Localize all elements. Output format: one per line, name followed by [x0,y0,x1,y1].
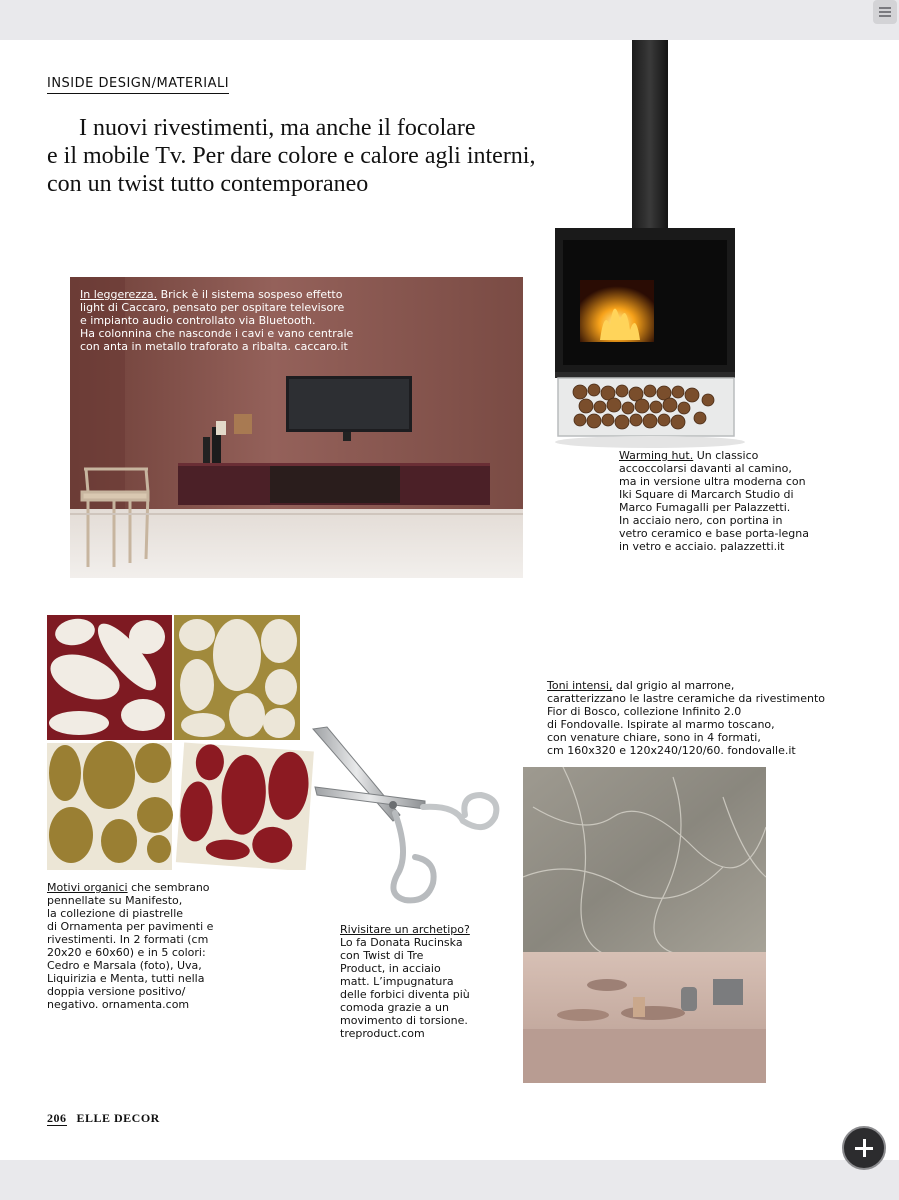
scissors-illustration [305,725,505,915]
viewer-bottom-bar [0,1160,899,1200]
stove-photo [550,40,760,450]
tiles-illustration [47,615,317,870]
caption-fondovalle: Toni intensi, dal grigio al marrone, caratterizzano le lastre ceramiche da rivestimento Fior di Bosco, collezione Infinito 2.0 di Fondovalle. Ispirate al marmo toscano, con venature chiare, sono in 4 formati, cm 160x320 e 120x240/120/60. fondovalle.it [547,679,826,757]
caption-caccaro: In leggerezza. Brick è il sistema sospeso effetto light di Caccaro, pensato per ospitare televisore e impianto audio controllato via Bluetooth. Ha colonnina che nasconde i cavi e vano centrale con anta in metallo traforato a ribalta. caccaro.it [80,288,354,353]
section-label: INSIDE DESIGN/MATERIALI [47,76,229,94]
scissors-photo [305,725,505,915]
page-footer [47,1111,160,1126]
magazine-name: ELLE DECOR [76,1111,160,1125]
marble-illustration [523,767,766,1083]
viewer-top-bar [0,0,899,40]
fireplace-illustration [550,40,760,450]
marble-slab-photo [523,767,766,1083]
headline: I nuovi rivestimenti, ma anche il focolare e il mobile Tv. Per dare colore e calore agli interni, con un twist tutto contemporaneo [47,115,536,197]
caption-palazzetti: Warming hut. Un classico accoccolarsi davanti al camino, ma in versione ultra moderna con Iki Square di Marcarch Studio di Marco Fumagalli per Palazzetti. In acciaio nero, con portina in vetro ceramico e base porta-legna in vetro e acciaio. palazzetti.it [619,449,809,553]
menu-icon[interactable] [873,0,897,24]
plus-icon[interactable] [842,1126,886,1170]
caption-ornamenta: Motivi organici che sembrano pennellate su Manifesto, la collezione di piastrelle di Ornamenta per pavimenti e rivestimenti. In 2 formati (cm 20x20 e 60x60) e in 5 colori: Cedro e Marsala (foto), Uva, Liquirizia e Menta, tutti nella doppia versione positivo/ negativo. ornamenta.com [47,881,214,1011]
ornamenta-tiles-photo [47,615,317,870]
page-number: 206 [47,1111,67,1125]
caption-treproduct: Rivisitare un archetipo? Lo fa Donata Rucinska con Twist di Tre Product, in acciaio matt. L’impugnatura delle forbici diventa più comoda grazie a un movimento di torsione. treproduct.com [340,923,470,1040]
magazine-page [0,40,899,1160]
